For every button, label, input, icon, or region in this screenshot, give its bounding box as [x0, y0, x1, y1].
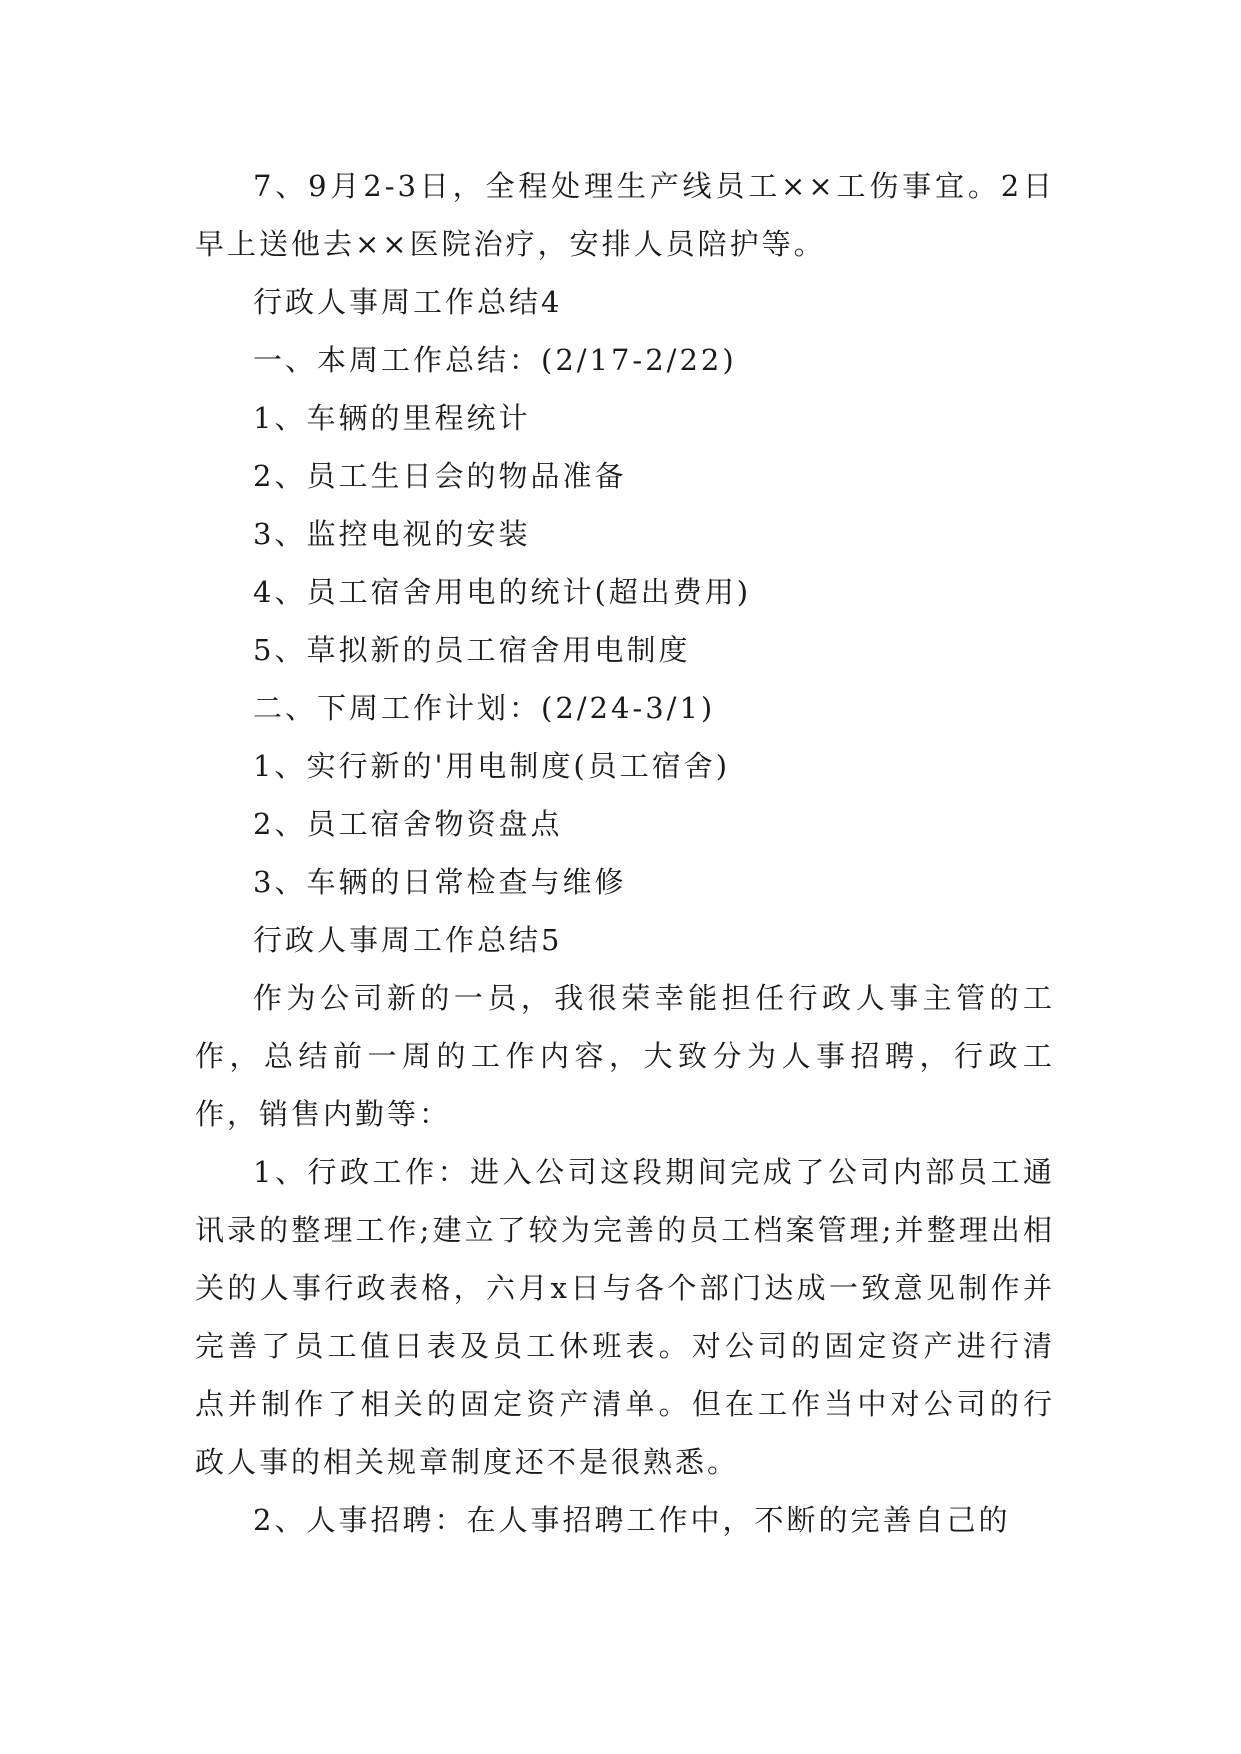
- list-item: 3、监控电视的安装: [253, 517, 531, 551]
- paragraph-admin-work: 1、行政工作：进入公司这段期间完成了公司内部员工通讯录的整理工作;建立了较为完善的员工档案管理;并整理出相关的人事行政表格，六月x日与各个部门达成一致意见制作并完善了员工值日表及员工休班表。对公司的固定资产进行清点并制作了相关的固定资产清单。但在工作当中对公司的行政人事的相关规章制度还不是很熟悉。: [195, 1155, 1055, 1479]
- list-item: 5、草拟新的员工宿舍用电制度: [253, 633, 691, 667]
- paragraph-injury-handling: 7、9月2-3日，全程处理生产线员工××工伤事宜。2日早上送他去××医院治疗，安排人员陪护等。: [195, 169, 1055, 261]
- paragraph-intro: 作为公司新的一员，我很荣幸能担任行政人事主管的工作，总结前一周的工作内容，大致分为人事招聘，行政工作，销售内勤等：: [195, 981, 1055, 1131]
- list-item: 1、车辆的里程统计: [253, 401, 531, 435]
- section-title-summary-5: 行政人事周工作总结5: [253, 923, 563, 957]
- list-item: 2、员工生日会的物品准备: [253, 459, 627, 493]
- list-item: 4、员工宿舍用电的统计(超出费用): [253, 575, 752, 609]
- section-title-summary-4: 行政人事周工作总结4: [253, 285, 563, 319]
- list-item: 3、车辆的日常检查与维修: [253, 865, 627, 899]
- heading-next-week-plan: 二、下周工作计划：(2/24-3/1): [253, 691, 716, 725]
- paragraph-recruitment: 2、人事招聘：在人事招聘工作中，不断的完善自己的: [253, 1503, 1011, 1537]
- list-item: 2、员工宿舍物资盘点: [253, 807, 563, 841]
- document-body: [195, 157, 1055, 1549]
- heading-this-week-summary: 一、本周工作总结：(2/17-2/22): [253, 343, 737, 377]
- list-item: 1、实行新的'用电制度(员工宿舍): [253, 749, 731, 783]
